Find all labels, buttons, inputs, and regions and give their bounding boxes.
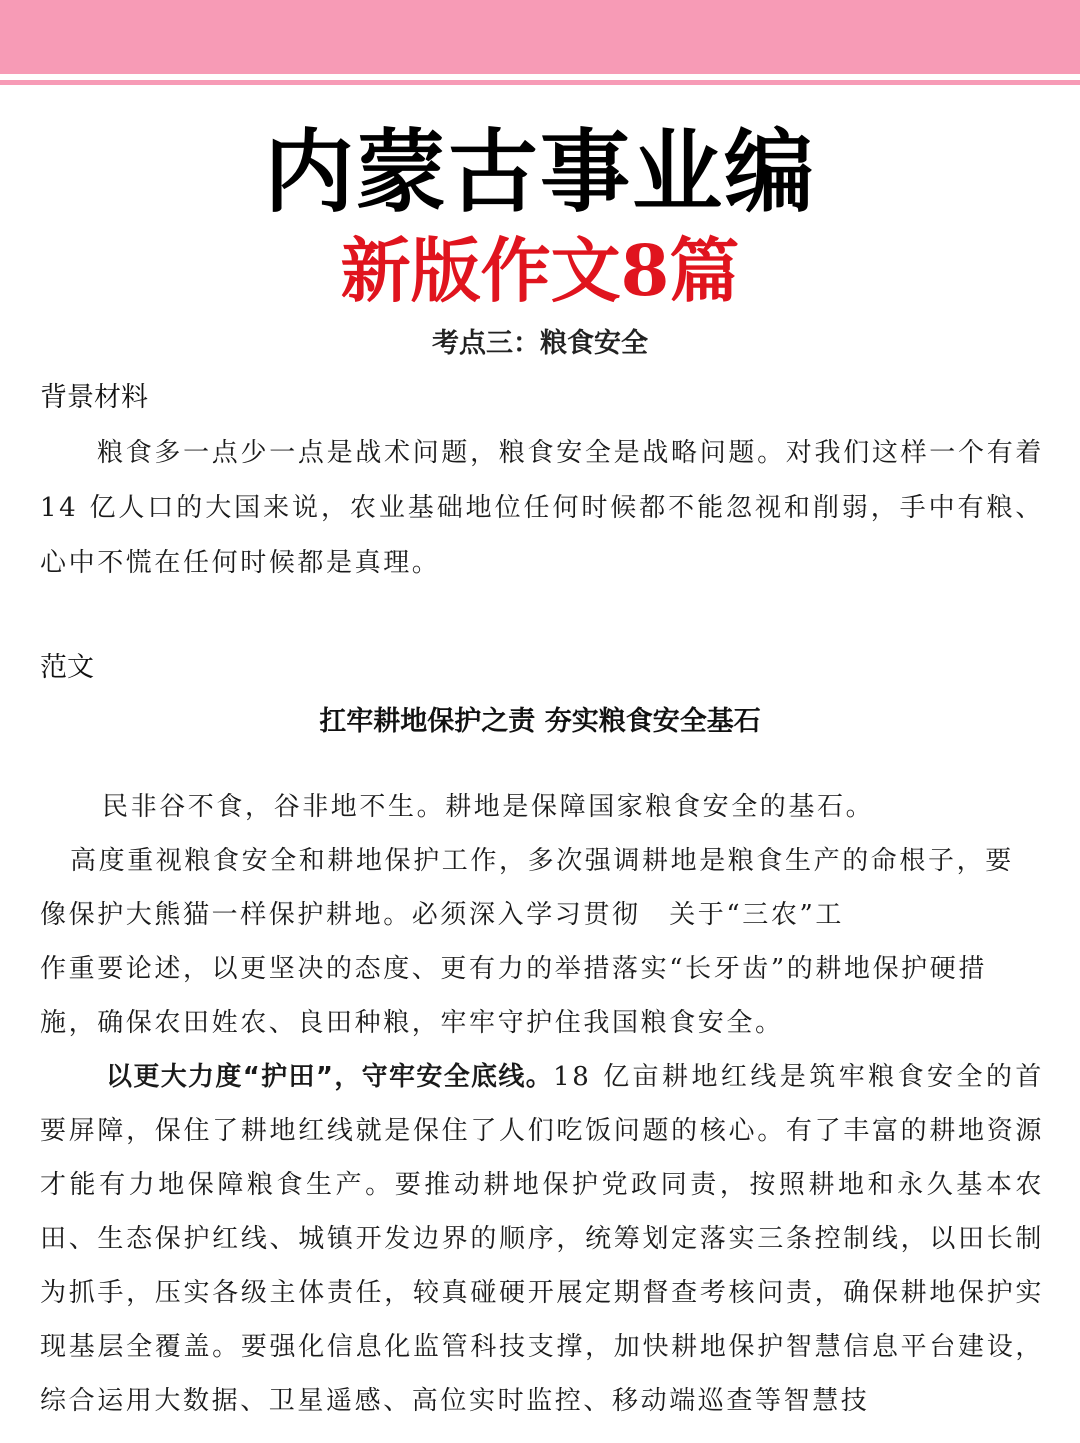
essay-paragraph-2-line-1: 高度重视粮食安全和耕地保护工作，多次强调耕地是粮食生产的命根子，要	[70, 846, 1014, 876]
essay-paragraph-2-line-3: 作重要论述，以更坚决的态度、更有力的举措落实“长牙齿”的耕地保护硬措	[40, 954, 987, 984]
page-title: 内蒙古事业编	[264, 120, 816, 225]
top-decorative-line	[0, 80, 1080, 85]
essay-paragraph-3	[40, 1050, 1044, 1428]
essay-paragraph-2-line-4: 施，确保农田姓农、良田种粮，牢牢守护住我国粮食安全。	[40, 1008, 784, 1038]
essay-paragraph-3-body: 18 亿亩耕地红线是筑牢粮食安全的首要屏障，保住了耕地红线就是保住了人们吃饭问题的核心。有了丰富的耕地资源才能有力地保障粮食生产。要推动耕地保护党政同责，按照耕地和永久基本农田、生态保护红线、城镇开发边界的顺序，统筹划定落实三条控制线，以田长制为抓手，压实各级主体责任，较真碰硬开展定期督查考核问责，确保耕地保护实现基层全覆盖。要强化信息化监管科技支撑，加快耕地保护智慧信息平台建设，综合运用大数据、卫星遥感、高位实时监控、移动端巡查等智慧技	[40, 1062, 1044, 1416]
topic-heading: 考点三：粮食安全	[432, 328, 648, 359]
essay-paragraph-1: 民非谷不食，谷非地不生。耕地是保障国家粮食安全的基石。	[102, 792, 875, 822]
background-text: 粮食多一点少一点是战术问题，粮食安全是战略问题。对我们这样一个有着 14 亿人口的大国来说，农业基础地位任何时候都不能忽视和削弱，手中有粮、心中不慌在任何时候都是真理。	[40, 438, 1044, 578]
essay-label: 范文	[40, 652, 94, 683]
background-label: 背景材料	[40, 382, 148, 413]
page-subtitle: 新版作文8篇	[340, 229, 740, 312]
top-decorative-band	[0, 0, 1080, 74]
essay-title: 扛牢耕地保护之责 夯实粮食安全基石	[319, 706, 761, 737]
essay-paragraph-3-lead: 以更大力度“护田”，守牢安全底线。	[106, 1062, 554, 1092]
essay-paragraph-2-line-2: 像保护大熊猫一样保护耕地。必须深入学习贯彻 关于“三农”工	[40, 900, 844, 930]
